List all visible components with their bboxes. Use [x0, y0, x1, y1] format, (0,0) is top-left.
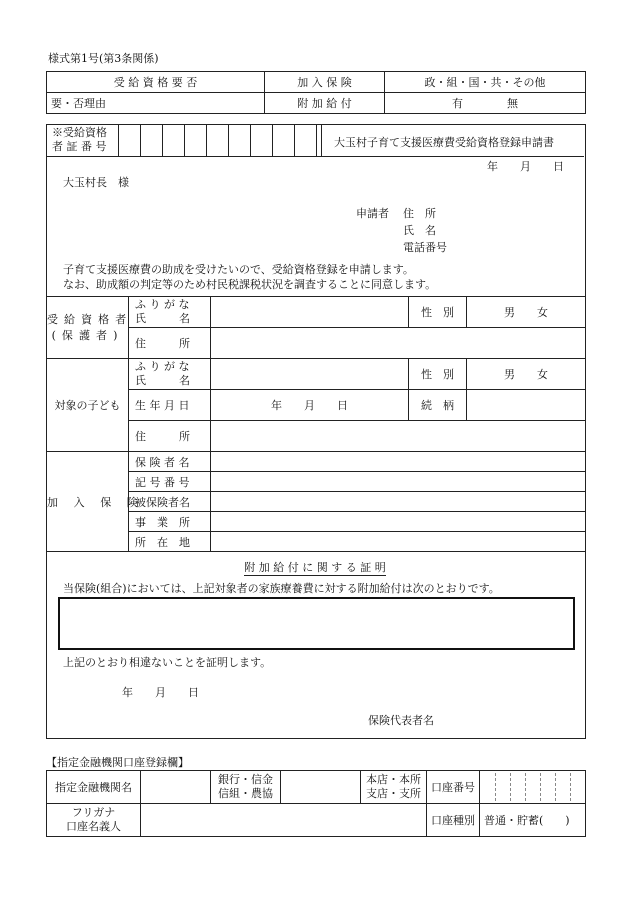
- additional-label: 附 加 給 付: [265, 93, 385, 114]
- child-name-field[interactable]: [211, 359, 409, 390]
- eligibility-label: 受 給 資 格 要 否: [47, 72, 265, 93]
- applicant-name-label: 氏 名: [403, 224, 436, 237]
- bank-type-1[interactable]: 銀行・信金: [218, 773, 273, 786]
- form-title: 大玉村子育て支援医療費受給資格登録申請書: [334, 136, 554, 149]
- child-relation-field[interactable]: [467, 390, 586, 421]
- insurance-options[interactable]: 政・組・国・共・その他: [385, 72, 586, 93]
- application-date[interactable]: 年 月 日: [487, 160, 564, 173]
- reason-label: 要・否理由: [47, 93, 265, 114]
- certify-text: 上記のとおり相違ないことを証明します。: [63, 656, 272, 669]
- insurer-field[interactable]: [211, 452, 586, 472]
- applicant-phone-label: 電話番号: [403, 241, 447, 254]
- office-label: 事 業 所: [129, 512, 211, 532]
- eligibility-table: [46, 71, 586, 114]
- insured-name-field[interactable]: [211, 492, 586, 512]
- applicant-prefix: 申請者: [356, 207, 389, 220]
- account-number-field[interactable]: [480, 771, 586, 804]
- kana-label: フリガナ: [71, 806, 116, 819]
- cert-label-line2: 者 証 番 号: [52, 140, 107, 153]
- cert-label-line1: ※受給資格: [52, 126, 107, 139]
- child-address-label: 住 所: [129, 421, 211, 452]
- location-field[interactable]: [211, 532, 586, 552]
- account-holder-field[interactable]: [141, 804, 427, 837]
- recipient-label: 受給資格者: [47, 312, 133, 326]
- recipient-address-label: 住 所: [129, 328, 211, 359]
- applicant-address-label: 住 所: [403, 207, 436, 220]
- details-table: [46, 296, 586, 552]
- child-gender-label: 性 別: [409, 359, 467, 390]
- child-dob-label: 生 年 月 日: [129, 390, 211, 421]
- proof-text: 当保険(組合)においては、上記対象者の家族療養費に対する附加給付は次のとおりです。: [63, 582, 500, 595]
- cert-number-boxes[interactable]: [118, 124, 321, 156]
- recipient-name-field[interactable]: [211, 297, 409, 328]
- office-field[interactable]: [211, 512, 586, 532]
- representative-label: 保険代表者名: [368, 714, 434, 727]
- child-furigana-label: ふ り が な: [135, 360, 190, 373]
- insurance-label: 加 入 保 険: [47, 452, 129, 552]
- insurance-label: 加 入 保 険: [265, 72, 385, 93]
- child-name-label: 氏 名: [135, 374, 190, 387]
- branch-type-2[interactable]: 支店・支所: [366, 787, 421, 800]
- symbol-number-field[interactable]: [211, 472, 586, 492]
- branch-field[interactable]: [281, 771, 361, 804]
- form-number: 様式第1号(第3条関係): [48, 52, 159, 65]
- child-label: 対象の子ども: [47, 359, 129, 452]
- recipient-gender-label: 性 別: [409, 297, 467, 328]
- account-number-label: 口座番号: [427, 771, 480, 804]
- proof-date[interactable]: 年 月 日: [122, 686, 199, 699]
- addressee: 大玉村長 様: [63, 176, 129, 189]
- child-address-field[interactable]: [211, 421, 586, 452]
- account-type-options[interactable]: 普通・貯蓄( ): [480, 804, 586, 837]
- child-relation-label: 続 柄: [409, 390, 467, 421]
- recipient-name-label: 氏 名: [135, 312, 190, 325]
- insured-name-label: 被保険者名: [129, 492, 211, 512]
- branch-type-1[interactable]: 本店・本所: [366, 773, 421, 786]
- recipient-address-field[interactable]: [211, 328, 586, 359]
- proof-content-box[interactable]: [58, 597, 575, 650]
- statement-2: なお、助成額の判定等のため村民税課税状況を調査することに同意します。: [63, 278, 437, 291]
- account-holder-label: 口座名義人: [66, 820, 121, 833]
- recipient-gender-options[interactable]: 男 女: [467, 297, 586, 328]
- statement-1: 子育て支援医療費の助成を受けたいので、受給資格登録を申請します。: [63, 263, 414, 276]
- additional-options[interactable]: 有 無: [385, 93, 586, 114]
- child-gender-options[interactable]: 男 女: [467, 359, 586, 390]
- recipient-furigana-label: ふ り が な: [135, 298, 190, 311]
- recipient-label-2: (保護者): [51, 328, 124, 342]
- institution-label: 指定金融機関名: [47, 771, 141, 804]
- account-type-label: 口座種別: [427, 804, 480, 837]
- location-label: 所 在 地: [129, 532, 211, 552]
- child-dob-field[interactable]: 年 月 日: [211, 390, 409, 421]
- proof-title: 附 加 給 付 に 関 す る 証 明: [244, 561, 386, 574]
- bank-type-2[interactable]: 信組・農協: [218, 787, 273, 800]
- institution-field[interactable]: [141, 771, 211, 804]
- insurer-label: 保 険 者 名: [129, 452, 211, 472]
- bank-table: [46, 770, 586, 837]
- bank-heading: 【指定金融機関口座登録欄】: [46, 756, 189, 769]
- symbol-number-label: 記 号 番 号: [129, 472, 211, 492]
